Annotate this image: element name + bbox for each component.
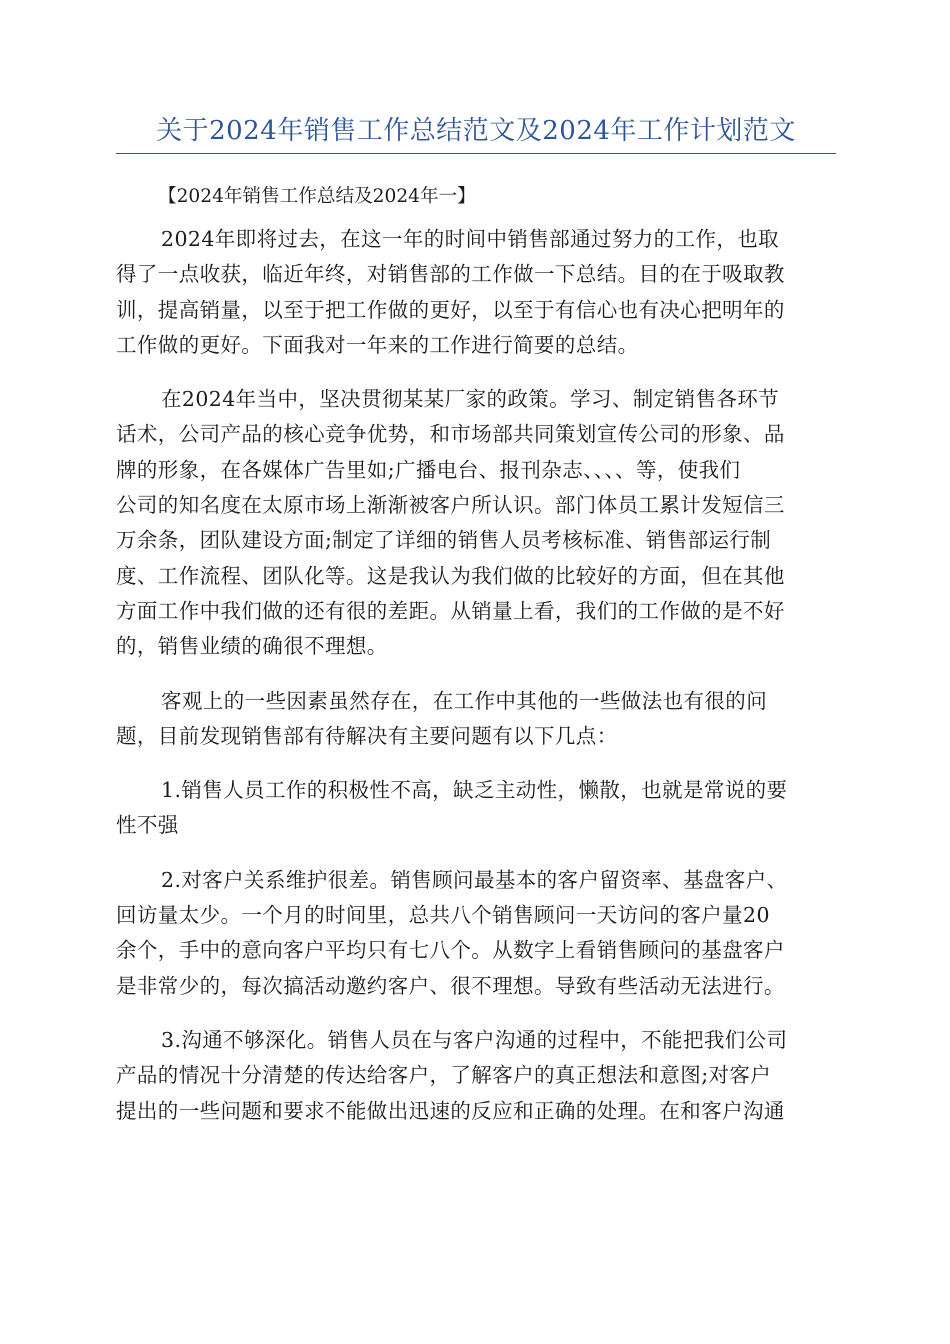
paragraph-line: 得了一点收获，临近年终，对销售部的工作做一下总结。目的在于吸取教 xyxy=(116,262,785,287)
paragraph-line: 训，提高销量，以至于把工作做的更好，以至于有信心也有决心把明年的 xyxy=(116,297,785,322)
paragraph-line: 话术，公司产品的核心竞争优势，和市场部共同策划宣传公司的形象、品 xyxy=(116,422,785,447)
document-page xyxy=(116,112,836,1129)
paragraph-line: 回访量太少。一个月的时间里，总共八个销售顾问一天访问的客户量20 xyxy=(116,903,770,928)
paragraph-line: 2.对客户关系维护很差。销售顾问最基本的客户留资率、基盘客户、 xyxy=(161,867,788,892)
paragraph-line: 2024年即将过去，在这一年的时间中销售部通过努力的工作，也取 xyxy=(161,227,780,251)
paragraph-line: 公司的知名度在太原市场上渐渐被客户所认识。部门体员工累计发短信三 xyxy=(116,493,785,518)
body-paragraph xyxy=(116,863,836,1004)
paragraph-line: 性不强 xyxy=(116,813,179,838)
paragraph-line: 方面工作中我们做的还有很的差距。从销量上看，我们的工作做的是不好 xyxy=(116,598,785,623)
paragraph-line: 3.沟通不够深化。销售人员在与客户沟通的过程中，不能把我们公司 xyxy=(161,1027,788,1052)
body-paragraph xyxy=(116,773,836,844)
paragraph-line: 是非常少的，每次搞活动邀约客户、很不理想。导致有些活动无法进行。 xyxy=(116,973,785,998)
paragraph-line: 余个，手中的意向客户平均只有七八个。从数字上看销售顾问的基盘客户 xyxy=(116,938,785,963)
paragraph-line: 提出的一些问题和要求不能做出迅速的反应和正确的处理。在和客户沟通 xyxy=(116,1098,785,1123)
paragraph-line: 产品的情况十分清楚的传达给客户，了解客户的真正想法和意图;对客户 xyxy=(116,1063,772,1088)
paragraph-line: 题，目前发现销售部有待解决有主要问题有以下几点： xyxy=(116,723,618,748)
paragraph-line: 1.销售人员工作的积极性不高，缺乏主动性，懒散，也就是常说的要 xyxy=(161,778,788,803)
body-paragraph xyxy=(116,1023,836,1129)
document-title: 关于2024年销售工作总结范文及2024年工作计划范文 xyxy=(156,116,796,146)
body-paragraph xyxy=(116,222,836,363)
paragraph-line: 的，销售业绩的确很不理想。 xyxy=(116,634,388,659)
body-paragraph xyxy=(116,382,836,664)
paragraph-line: 客观上的一些因素虽然存在，在工作中其他的一些做法也有很的问 xyxy=(161,688,768,713)
body-paragraph xyxy=(116,684,836,755)
paragraph-line: 度、工作流程、团队化等。这是我认为我们做的比较好的方面，但在其他 xyxy=(116,563,785,588)
document-subtitle: 【2024年销售工作总结及2024年一】 xyxy=(158,186,476,207)
title-underline xyxy=(116,153,836,154)
paragraph-line: 牌的形象，在各媒体广告里如;广播电台、报刊杂志、、、、等，使我们 xyxy=(116,457,741,482)
document-body xyxy=(116,222,836,1129)
paragraph-line: 万余条，团队建设方面;制定了详细的销售人员考核标准、销售部运行制 xyxy=(116,528,772,553)
paragraph-line: 工作做的更好。下面我对一年来的工作进行简要的总结。 xyxy=(116,332,639,357)
paragraph-line: 在2024年当中，坚决贯彻某某厂家的政策。学习、制定销售各环节 xyxy=(161,387,780,412)
